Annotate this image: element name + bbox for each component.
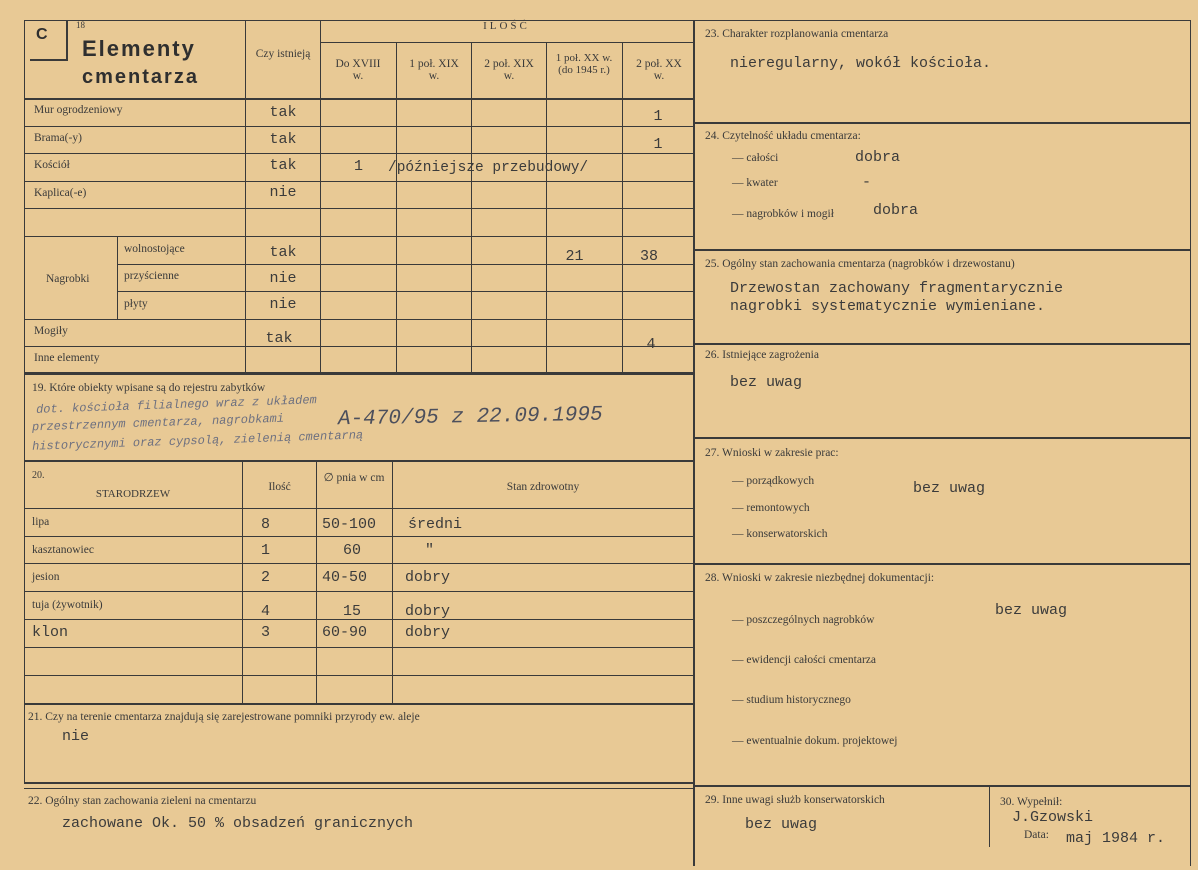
divider xyxy=(989,787,990,847)
q28-item: — poszczególnych nagrobków xyxy=(732,614,875,626)
q27-label: 27. Wnioski w zakresie prac: xyxy=(705,447,839,459)
q27-item: — remontowych xyxy=(732,502,810,514)
tree-count: 2 xyxy=(260,569,270,586)
q22-label: 22. Ogólny stan zachowania zieleni na cmentarzu xyxy=(28,795,257,807)
header-p2-19: 2 poł. XIX w. xyxy=(484,58,534,82)
section-title-line2: cmentarza xyxy=(82,66,199,88)
row-p2-20: 1 xyxy=(653,108,663,125)
q26-label: 26. Istniejące zagrożenia xyxy=(705,349,819,361)
divider xyxy=(24,20,25,782)
q27-item: — porządkowych xyxy=(732,475,815,487)
q23-answer: nieregularny, wokół kościoła. xyxy=(730,55,992,72)
q28-item: — studium historycznego xyxy=(732,694,851,706)
q24-calosci-label: — całości xyxy=(732,152,779,164)
q30-name: J.Gzowski xyxy=(1012,809,1094,826)
row-p2-20: 1 xyxy=(653,136,663,153)
q25-line1: Drzewostan zachowany fragmentarycznie xyxy=(730,280,1064,297)
header-ilosc: ILOŚĆ xyxy=(483,20,530,32)
row-p2-20: 38 xyxy=(639,248,658,265)
tree-state: dobry xyxy=(405,569,451,586)
tree-name: kasztanowiec xyxy=(32,544,94,556)
row-czy: nie xyxy=(269,296,297,313)
tree-diam: 60 xyxy=(343,542,362,559)
q24-nagrobkow: dobra xyxy=(873,202,919,219)
q29-answer: bez uwag xyxy=(745,816,818,833)
divider xyxy=(24,703,693,705)
q19-handwriting-line1: dot. kościoła filialnego wraz z układem xyxy=(35,393,318,417)
q19-register-number: A-470/95 z 22.09.1995 xyxy=(337,403,603,432)
divider xyxy=(24,508,693,509)
q27-answer: bez uwag xyxy=(913,480,986,497)
q30-date: maj 1984 r. xyxy=(1066,830,1166,847)
divider xyxy=(24,647,693,648)
q21-label: 21. Czy na terenie cmentarza znajdują się zarejestrowane pomniki przyrody ew. aleje xyxy=(28,711,420,723)
q26-answer: bez uwag xyxy=(730,374,803,391)
q27-item: — konserwatorskich xyxy=(732,528,828,540)
row-p2-20: 4 xyxy=(646,336,656,353)
q20-col-state: Stan zdrowotny xyxy=(506,481,580,493)
q19-label: 19. Które obiekty wpisane są do rejestru zabytków xyxy=(32,382,266,394)
header-p1-19: 1 poł. XIX w. xyxy=(409,58,459,82)
row-label: Kościół xyxy=(34,159,70,171)
q25-line2: nagrobki systematycznie wymieniane. xyxy=(730,298,1046,315)
tree-count: 3 xyxy=(260,624,270,641)
row-czy: nie xyxy=(269,184,297,201)
tree-name: klon xyxy=(32,624,69,641)
q25-label: 25. Ogólny stan zachowania cmentarza (nagrobków i drzewostanu) xyxy=(705,258,1015,270)
header-czy: Czy istnieją xyxy=(255,48,311,60)
row-do18: 1 xyxy=(353,158,363,175)
divider xyxy=(24,208,693,209)
divider xyxy=(695,122,1190,124)
tree-state: " xyxy=(425,542,435,559)
divider xyxy=(396,42,397,372)
q28-item: — ewidencji całości cmentarza xyxy=(732,654,876,666)
tree-name: tuja (żywotnik) xyxy=(32,599,103,611)
row-label: Mogiły xyxy=(34,325,68,337)
header-do18: Do XVIII w. xyxy=(335,58,381,82)
divider xyxy=(66,20,68,60)
section-letter: C xyxy=(36,26,48,43)
divider xyxy=(117,291,693,292)
divider xyxy=(24,563,693,564)
divider xyxy=(24,319,693,320)
q30-date-label: Data: xyxy=(1024,829,1049,841)
row-label: przyścienne xyxy=(124,270,179,282)
q28-answer: bez uwag xyxy=(995,602,1068,619)
row-note: /późniejsze przebudowy/ xyxy=(388,160,589,176)
divider xyxy=(24,153,693,154)
tree-count: 1 xyxy=(260,542,270,559)
tree-diam: 50-100 xyxy=(322,516,377,533)
tree-diam: 60-90 xyxy=(322,624,368,641)
tree-count: 8 xyxy=(260,516,270,533)
tree-state: średni xyxy=(408,516,463,533)
q28-item: — ewentualnie dokum. projektowej xyxy=(732,735,898,747)
row-label: Inne elementy xyxy=(34,352,100,364)
tree-diam: 40-50 xyxy=(322,569,368,586)
q24-label: 24. Czytelność układu cmentarza: xyxy=(705,130,861,142)
divider xyxy=(471,42,472,372)
q19-handwriting-line2: przestrzennym cmentarza, nagrobkami xyxy=(31,411,285,435)
divider xyxy=(30,59,68,61)
q30-label: 30. Wypełnił: xyxy=(1000,796,1063,808)
section-title-line1: Elementy xyxy=(82,36,196,61)
nagrobki-label: Nagrobki xyxy=(46,273,90,285)
divider xyxy=(24,181,693,182)
divider xyxy=(24,126,693,127)
row-label: płyty xyxy=(124,298,148,310)
q28-label: 28. Wnioski w zakresie niezbędnej dokumentacji: xyxy=(705,572,935,584)
divider xyxy=(392,462,393,703)
q22-answer: zachowane Ok. 50 % obsadzeń granicznych xyxy=(62,815,414,832)
divider xyxy=(622,42,623,372)
q23-label: 23. Charakter rozplanowania cmentarza xyxy=(705,28,889,40)
q19-handwriting-line3: historycznymi oraz cypsolą, zielenią cmentarną xyxy=(31,428,364,454)
q24-kwater: - xyxy=(862,174,872,191)
tree-name: lipa xyxy=(32,516,50,528)
q20-col-name: STARODRZEW xyxy=(95,488,171,500)
divider xyxy=(695,437,1190,439)
tree-count: 4 xyxy=(260,603,270,620)
divider xyxy=(24,98,693,100)
divider xyxy=(695,249,1190,251)
tree-state: dobry xyxy=(405,624,451,641)
q20-col-count: Ilość xyxy=(268,481,291,493)
divider xyxy=(24,536,693,537)
q20-col-diam: ∅ pnia w cm xyxy=(323,472,385,484)
divider xyxy=(117,236,118,319)
divider xyxy=(546,42,547,372)
row-czy: nie xyxy=(269,270,297,287)
header-p1-20: 1 poł. XX w. (do 1945 r.) xyxy=(555,52,613,76)
tree-diam: 15 xyxy=(343,603,362,620)
divider xyxy=(695,563,1190,565)
q20-number: 20. xyxy=(32,470,45,481)
divider xyxy=(316,462,317,703)
divider xyxy=(1190,20,1191,866)
divider xyxy=(24,236,693,237)
row-label: wolnostojące xyxy=(124,243,185,255)
divider xyxy=(695,785,1190,787)
row-czy: tak xyxy=(269,157,297,174)
divider xyxy=(24,788,693,789)
divider xyxy=(695,20,1191,21)
divider xyxy=(24,675,693,676)
row-czy: tak xyxy=(269,244,297,261)
divider xyxy=(24,460,693,462)
divider xyxy=(695,343,1190,345)
row-czy: tak xyxy=(269,131,297,148)
divider xyxy=(24,372,693,375)
q21-answer: nie xyxy=(62,728,90,745)
q29-label: 29. Inne uwagi służb konserwatorskich xyxy=(705,794,885,806)
row-czy: tak xyxy=(269,104,297,121)
tree-name: jesion xyxy=(32,571,60,583)
divider xyxy=(24,782,693,784)
row-label: Kaplica(-e) xyxy=(34,187,87,199)
q24-calosci: dobra xyxy=(855,149,901,166)
divider xyxy=(24,591,693,592)
tree-state: dobry xyxy=(405,603,451,620)
divider xyxy=(693,20,695,866)
header-p2-20: 2 poł. XX w. xyxy=(636,58,682,82)
divider xyxy=(24,346,693,347)
q24-kwater-label: — kwater xyxy=(732,177,778,189)
divider xyxy=(117,264,693,265)
row-p1-20: 21 xyxy=(565,248,584,265)
row-czy: tak xyxy=(265,330,293,347)
row-label: Brama(-y) xyxy=(34,132,82,144)
q24-nagrobkow-label: — nagrobków i mogił xyxy=(732,208,834,220)
section-number: 18 xyxy=(76,20,85,30)
divider xyxy=(320,42,693,43)
row-label: Mur ogrodzeniowy xyxy=(34,104,123,116)
